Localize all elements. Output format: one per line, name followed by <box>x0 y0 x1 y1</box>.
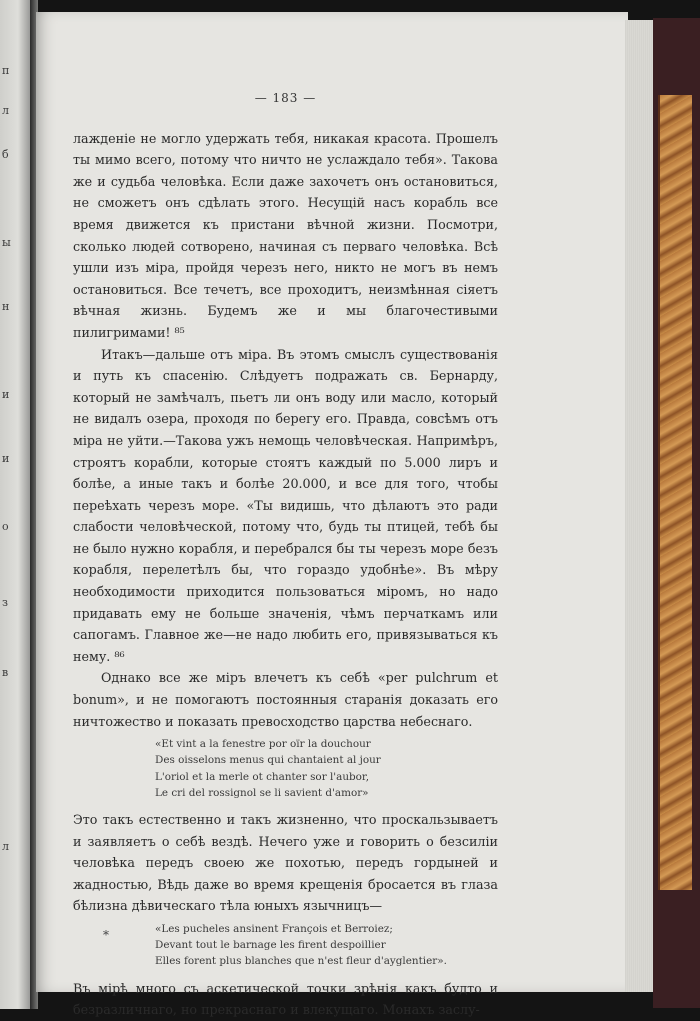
page-block-edges <box>625 20 655 992</box>
verse-line: «Les pucheles ansinent François et Berroiez; <box>155 923 393 935</box>
facing-page-fragment: б <box>2 148 9 161</box>
verse-line: Des oisselons menus qui chantaient al jour <box>155 754 381 767</box>
verse-quotation <box>155 736 498 801</box>
page-mark: * <box>103 928 109 942</box>
verse-line: Le cri del rossignol se li savient d'amor» <box>155 786 369 799</box>
verse-line: Elles forent plus blanches que n'est fleur d'ayglentier». <box>155 955 447 968</box>
paragraph: Въ мірѣ много съ аскетической точки зрѣнія какъ будто и безразличнаго, но прекраснаго и влекущаго. Монахъ заслу- <box>73 980 498 1018</box>
facing-page-fragment: о <box>2 520 9 533</box>
verse-line: Devant tout le barnage les firent despoillier <box>155 939 386 952</box>
facing-page-fragment: в <box>2 666 9 679</box>
facing-page-fragment: з <box>2 596 8 609</box>
facing-page-fragment: л <box>2 104 9 117</box>
page-text-block <box>73 88 498 1021</box>
page-number: — 183 — <box>254 91 317 105</box>
facing-page-fragment: и <box>2 388 10 401</box>
ornamental-spine <box>658 95 692 890</box>
facing-page-fragment: п <box>2 64 10 77</box>
paragraph: лажденіе не могло удержать тебя, никакая красота. Прошелъ ты мимо всего, потому что ничто не услаждало тебя». Такова же и судьба человѣка. Если даже захочетъ онъ остановиться, не сможетъ онъ сдѣлать этого. Несущій насъ корабль все время движется къ пристани вѣчной жизни. Посмотри, сколько людей сотворено, начиная съ перваго человѣка. Всѣ ушли изъ міра, пройдя черезъ него, никто не могъ въ немъ остановиться. Все течетъ, все проходитъ, неизмѣнная сіяетъ вѣчная жизнь. Будемъ же и мы благочестивыми пилигримами! ⁸⁵ <box>73 130 498 340</box>
verse-quotation <box>155 921 498 970</box>
facing-page-fragment: и <box>2 452 10 465</box>
paragraph: Итакъ—дальше отъ міра. Въ этомъ смыслъ существованія и путь къ спасенію. Слѣдуетъ подражать св. Бернарду, который не замѣчалъ, пьетъ ли онъ воду или масло, который не видалъ озера, проходя по берегу его. Правда, совсѣмъ отъ міра не уйти.—Такова ужъ немощь человѣческая. Напримѣръ, строятъ корабли, которые стоятъ каждый по 5.000 лиръ и болѣе, а иные такъ и болѣе 20.000, и все для того, чтобы переѣхать черезъ море. «Ты видишь, что дѣлаютъ это ради слабости человѣческой, потому что, будь ты птицей, тебѣ бы не было нужно корабля, и перебрался бы ты черезъ море безъ корабля, перелетѣлъ бы, что гораздо удобнѣе». Въ мѣру необходимости приходится пользоваться міромъ, но надо придавать ему не больше значенія, чѣмъ перчаткамъ или сапогамъ. Главное же—не надо любить его, привязываться къ нему. ⁸⁶ <box>73 346 498 664</box>
paragraph: Однако все же міръ влечетъ къ себѣ «per pulchrum et bonum», и не помогаютъ постоянныя старанія доказать его ничтожество и показать превосходство царства небеснаго. <box>73 670 498 729</box>
facing-page-fragment: н <box>2 300 10 313</box>
verse-line: «Et vint a la fenestre por oïr la douchour <box>155 738 371 751</box>
paragraph: Это такъ естественно и такъ жизненно, что проскальзываетъ и заявляетъ о себѣ вездѣ. Нечего уже и говорить о безсиліи человѣка передъ своею же похотью, передъ гордыней и жадностью, Вѣдь даже во время крещенія бросается въ глаза бѣлизна дѣвическаго тѣла юныхъ язычницъ— <box>73 812 498 914</box>
verse-line: L'oriol et la merle ot chanter sor l'aubor, <box>155 770 370 783</box>
facing-page-fragment: л <box>2 840 9 853</box>
facing-page-fragment: ы <box>2 236 11 249</box>
facing-page-edge <box>0 0 30 1009</box>
